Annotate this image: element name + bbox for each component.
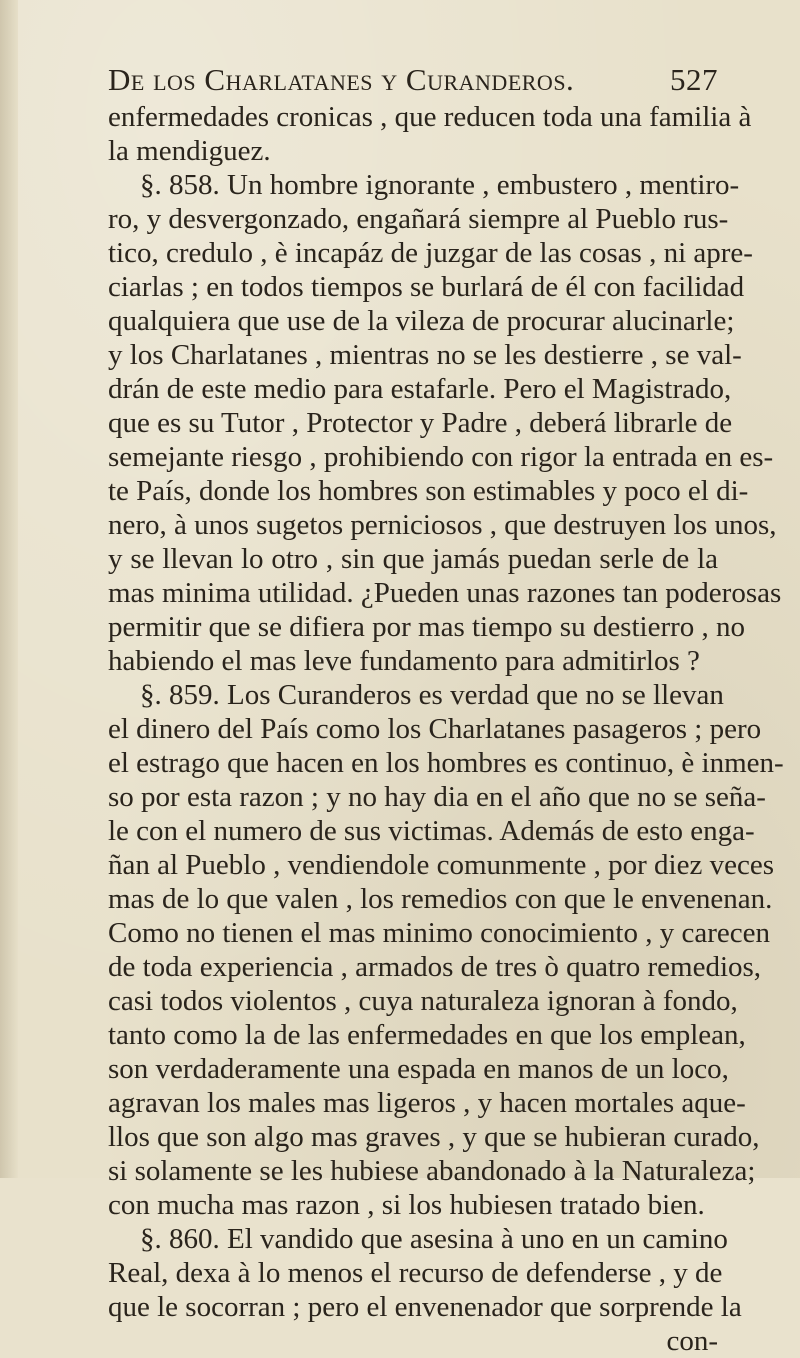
- page-gutter: [0, 0, 18, 1178]
- text-line: te País, donde los hombres son estimables y poco el di-: [108, 475, 749, 507]
- text-line: agravan los males mas ligeros , y hacen mortales aque-: [108, 1087, 746, 1119]
- text-line: semejante riesgo , prohibiendo con rigor la entrada en es-: [108, 441, 774, 473]
- text-line: §. 860. El vandido que asesina à uno en un camino: [140, 1223, 728, 1255]
- text-line: el estrago que hacen en los hombres es continuo, è inmen-: [108, 747, 784, 779]
- text-line: ñan al Pueblo , vendiendole comunmente , por diez veces: [108, 849, 774, 881]
- page-number: 527: [670, 62, 718, 97]
- text-line: y los Charlatanes , mientras no se les destierre , se val-: [108, 339, 742, 371]
- text-line: y se llevan lo otro , sin que jamás puedan serle de la: [108, 543, 718, 575]
- running-head-title: De los Charlatanes y Curanderos.: [108, 62, 575, 97]
- text-line: so por esta razon ; y no hay dia en el año que no se seña-: [108, 781, 766, 813]
- text-line: §. 858. Un hombre ignorante , embustero , mentiro-: [140, 169, 740, 201]
- text-line: Real, dexa à lo menos el recurso de defenderse , y de: [108, 1257, 723, 1289]
- text-line: con mucha mas razon , si los hubiesen tratado bien.: [108, 1189, 705, 1221]
- body-text: [108, 100, 784, 1358]
- text-line: habiendo el mas leve fundamento para admitirlos ?: [108, 645, 700, 677]
- text-line: mas de lo que valen , los remedios con que le envenenan.: [108, 883, 773, 915]
- text-line: ciarlas ; en todos tiempos se burlará de él con facilidad: [108, 271, 745, 303]
- text-line: drán de este medio para estafarle. Pero el Magistrado,: [108, 373, 732, 405]
- text-line: la mendiguez.: [108, 135, 271, 167]
- text-line: si solamente se les hubiese abandonado à la Naturaleza;: [108, 1155, 756, 1187]
- text-line: tico, credulo , è incapáz de juzgar de las cosas , ni apre-: [108, 237, 753, 269]
- text-line: son verdaderamente una espada en manos de un loco,: [108, 1053, 729, 1085]
- text-line: le con el numero de sus victimas. Además de esto enga-: [108, 815, 755, 847]
- text-line: ro, y desvergonzado, engañará siempre al Pueblo rus-: [108, 203, 729, 235]
- text-line: tanto como la de las enfermedades en que los emplean,: [108, 1019, 746, 1051]
- text-line: llos que son algo mas graves , y que se hubieran curado,: [108, 1121, 760, 1153]
- text-line: con-: [666, 1325, 718, 1357]
- text-line: de toda experiencia , armados de tres ò quatro remedios,: [108, 951, 762, 983]
- text-line: el dinero del País como los Charlatanes pasageros ; pero: [108, 713, 762, 745]
- text-line: permitir que se difiera por mas tiempo su destierro , no: [108, 611, 746, 643]
- text-line: mas minima utilidad. ¿Pueden unas razones tan poderosas: [108, 577, 782, 609]
- text-line: qualquiera que use de la vileza de procurar alucinarle;: [108, 305, 735, 337]
- text-line: Como no tienen el mas minimo conocimiento , y carecen: [108, 917, 770, 949]
- text-line: §. 859. Los Curanderos es verdad que no se llevan: [140, 679, 724, 711]
- text-line: que le socorran ; pero el envenenador que sorprende la: [108, 1291, 742, 1323]
- text-line: casi todos violentos , cuya naturaleza ignoran à fondo,: [108, 985, 738, 1017]
- running-head: [108, 62, 718, 102]
- text-line: enfermedades cronicas , que reducen toda una familia à: [108, 101, 752, 133]
- text-line: nero, à unos sugetos perniciosos , que destruyen los unos,: [108, 509, 777, 541]
- text-line: que es su Tutor , Protector y Padre , deberá librarle de: [108, 407, 733, 439]
